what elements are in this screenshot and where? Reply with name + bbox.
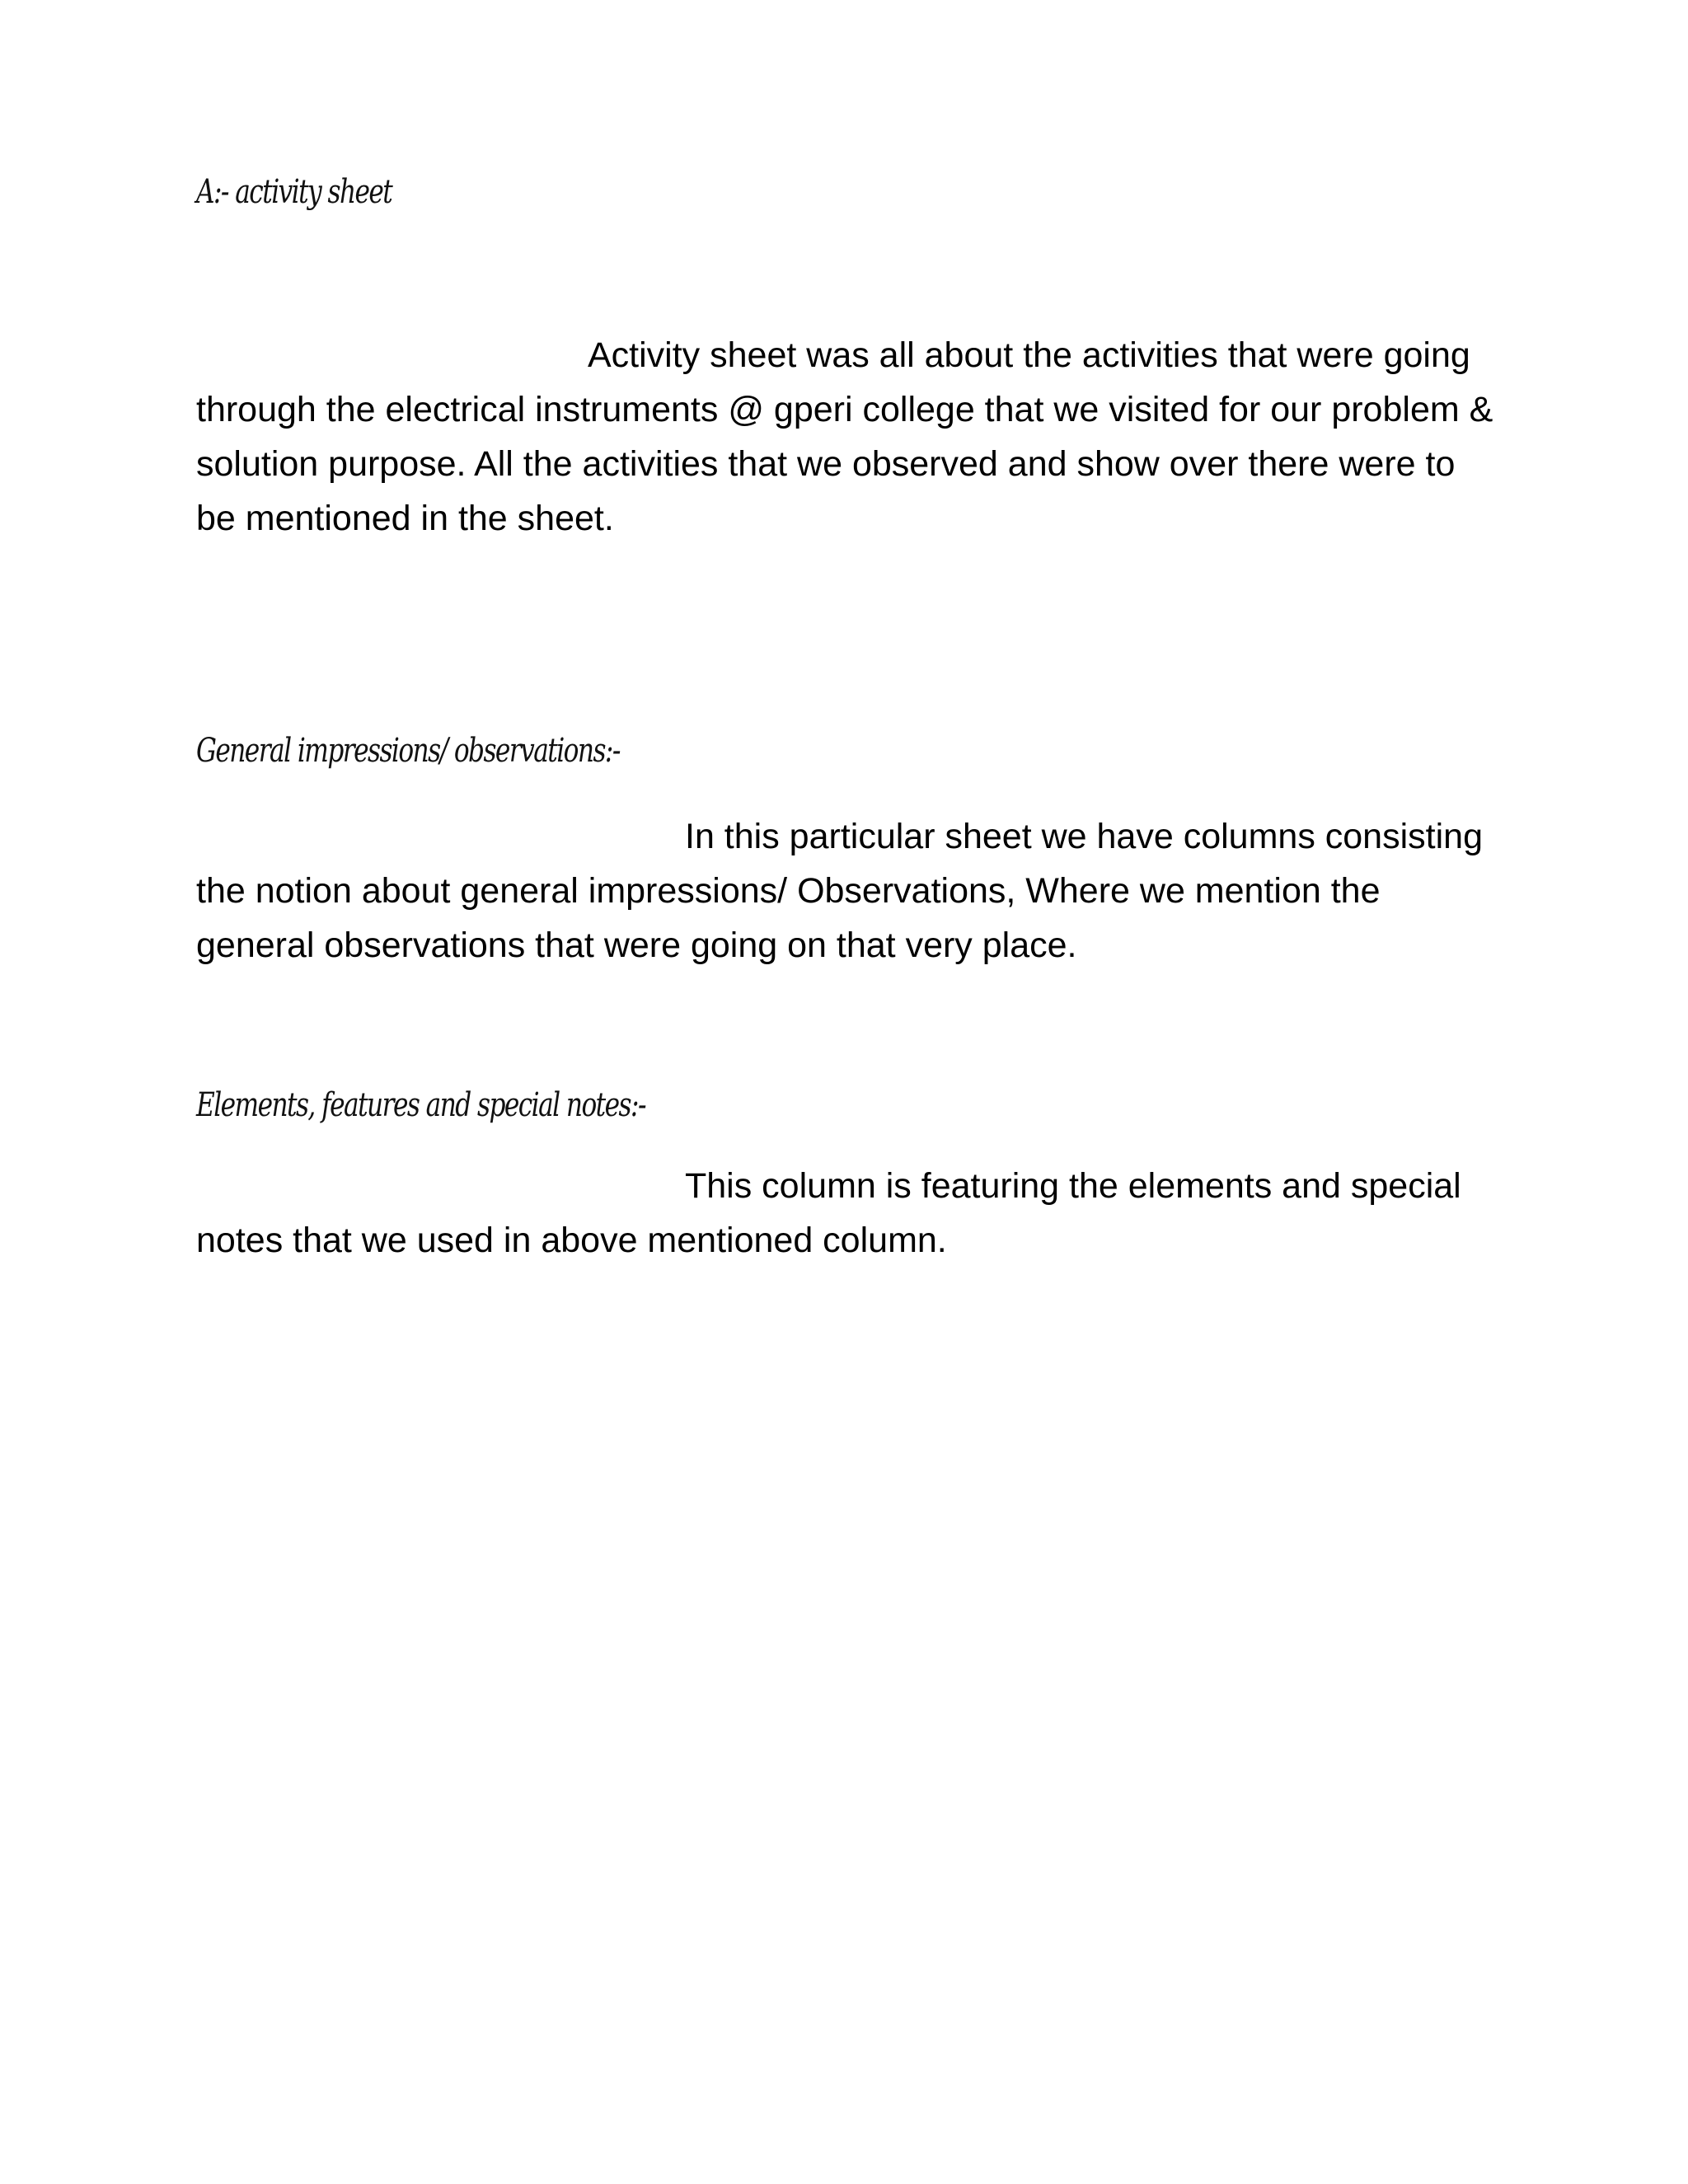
paragraph-line: the notion about general impressions/ Observations, Where we mention the [196, 871, 1381, 911]
section-paragraph-elements-features [196, 1159, 1548, 1268]
paragraph-line: be mentioned in the sheet. [196, 499, 614, 538]
section-paragraph-general-impressions [196, 809, 1548, 972]
paragraph-line: solution purpose. All the activities that we observed and show over there were to [196, 444, 1456, 484]
section-heading-elements-features: Elements, features and special notes:- [196, 1086, 645, 1124]
section-paragraph-activity-sheet [196, 328, 1548, 546]
paragraph-line: In this particular sheet we have columns consisting [685, 817, 1483, 856]
paragraph-line: notes that we used in above mentioned column. [196, 1221, 947, 1260]
section-heading-general-impressions: General impressions/ observations:- [196, 732, 620, 770]
paragraph-line: Activity sheet was all about the activities that were going [588, 335, 1470, 375]
section-heading-activity-sheet: A:- activity sheet [196, 173, 392, 211]
paragraph-line: through the electrical instruments @ gperi college that we visited for our problem & [196, 390, 1493, 429]
paragraph-line: This column is featuring the elements and special [685, 1166, 1461, 1206]
paragraph-line: general observations that were going on that very place. [196, 926, 1077, 965]
